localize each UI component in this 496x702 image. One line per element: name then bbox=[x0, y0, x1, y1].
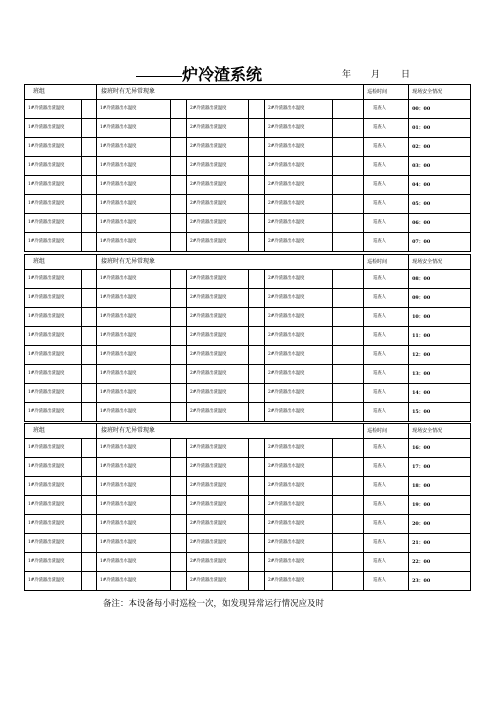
item1-value[interactable] bbox=[82, 458, 97, 477]
inspector-label: 巡查人 bbox=[364, 119, 409, 138]
item2-value[interactable] bbox=[171, 270, 187, 289]
item3-value[interactable] bbox=[249, 477, 265, 496]
item1-label: 1#冷渣器出渣温度 bbox=[25, 534, 82, 553]
inspection-time: 22：00 bbox=[409, 553, 471, 572]
item1-value[interactable] bbox=[82, 439, 97, 458]
inspector-label: 巡查人 bbox=[364, 458, 409, 477]
item3-value[interactable] bbox=[249, 553, 265, 572]
item3-label: 2#冷渣器出渣温度 bbox=[187, 270, 249, 289]
crew-label: 班组 bbox=[25, 424, 97, 439]
inspector-label: 巡查人 bbox=[364, 270, 409, 289]
inspection-time: 06：00 bbox=[409, 214, 471, 233]
inspection-table bbox=[24, 84, 471, 252]
item4-value[interactable] bbox=[333, 214, 364, 233]
item4-value[interactable] bbox=[333, 157, 364, 176]
item1-label: 1#冷渣器出渣温度 bbox=[25, 384, 82, 403]
inspection-time: 04：00 bbox=[409, 176, 471, 195]
item2-label: 1#冷渣器出水温度 bbox=[97, 346, 171, 365]
table-row bbox=[25, 553, 471, 572]
item2-value[interactable] bbox=[171, 384, 187, 403]
item2-value[interactable] bbox=[171, 346, 187, 365]
item1-label: 1#冷渣器出渣温度 bbox=[25, 233, 82, 252]
item2-label: 1#冷渣器出水温度 bbox=[97, 195, 171, 214]
item2-label: 1#冷渣器出水温度 bbox=[97, 365, 171, 384]
date-month-label: 月 bbox=[371, 70, 381, 80]
inspection-time: 18：00 bbox=[409, 477, 471, 496]
item2-value[interactable] bbox=[171, 572, 187, 591]
table-row bbox=[25, 496, 471, 515]
item2-label: 1#冷渣器出水温度 bbox=[97, 477, 171, 496]
item1-value[interactable] bbox=[82, 195, 97, 214]
item3-value[interactable] bbox=[249, 496, 265, 515]
item3-value[interactable] bbox=[249, 439, 265, 458]
table-row bbox=[25, 195, 471, 214]
item1-label: 1#冷渣器出渣温度 bbox=[25, 138, 82, 157]
item3-label: 2#冷渣器出渣温度 bbox=[187, 365, 249, 384]
item4-label: 2#冷渣器出水温度 bbox=[265, 214, 333, 233]
item4-label: 2#冷渣器出水温度 bbox=[265, 100, 333, 119]
table-row bbox=[25, 270, 471, 289]
item2-label: 1#冷渣器出水温度 bbox=[97, 534, 171, 553]
item3-label: 2#冷渣器出渣温度 bbox=[187, 195, 249, 214]
item2-value[interactable] bbox=[171, 100, 187, 119]
item4-label: 2#冷渣器出水温度 bbox=[265, 327, 333, 346]
table-row bbox=[25, 157, 471, 176]
item2-value[interactable] bbox=[171, 176, 187, 195]
item3-value[interactable] bbox=[249, 572, 265, 591]
item1-label: 1#冷渣器出渣温度 bbox=[25, 195, 82, 214]
inspection-time: 14：00 bbox=[409, 384, 471, 403]
inspector-label: 巡查人 bbox=[364, 572, 409, 591]
item4-label: 2#冷渣器出水温度 bbox=[265, 553, 333, 572]
item4-label: 2#冷渣器出水温度 bbox=[265, 458, 333, 477]
item3-label: 2#冷渣器出渣温度 bbox=[187, 572, 249, 591]
inspection-section bbox=[24, 254, 470, 422]
item2-label: 1#冷渣器出水温度 bbox=[97, 100, 171, 119]
item3-label: 2#冷渣器出渣温度 bbox=[187, 534, 249, 553]
item1-value[interactable] bbox=[82, 289, 97, 308]
inspection-time-label: 巡检时间 bbox=[364, 255, 409, 270]
item1-label: 1#冷渣器出渣温度 bbox=[25, 496, 82, 515]
inspector-label: 巡查人 bbox=[364, 327, 409, 346]
inspector-label: 巡查人 bbox=[364, 365, 409, 384]
inspection-time: 13：00 bbox=[409, 365, 471, 384]
inspection-time: 02：00 bbox=[409, 138, 471, 157]
section-header-row bbox=[25, 424, 471, 439]
item3-label: 2#冷渣器出渣温度 bbox=[187, 553, 249, 572]
item2-label: 1#冷渣器出水温度 bbox=[97, 327, 171, 346]
inspection-time-label: 巡检时间 bbox=[364, 424, 409, 439]
item3-label: 2#冷渣器出渣温度 bbox=[187, 157, 249, 176]
item4-label: 2#冷渣器出水温度 bbox=[265, 176, 333, 195]
item3-value[interactable] bbox=[249, 270, 265, 289]
date-day-label: 日 bbox=[401, 70, 411, 80]
inspection-table bbox=[24, 254, 471, 422]
item3-value[interactable] bbox=[249, 327, 265, 346]
item4-label: 2#冷渣器出水温度 bbox=[265, 439, 333, 458]
item1-value[interactable] bbox=[82, 270, 97, 289]
inspection-section bbox=[24, 423, 470, 591]
item2-label: 1#冷渣器出水温度 bbox=[97, 270, 171, 289]
item1-value[interactable] bbox=[82, 572, 97, 591]
inspection-time: 15：00 bbox=[409, 403, 471, 422]
item4-value[interactable] bbox=[333, 496, 364, 515]
item3-value[interactable] bbox=[249, 176, 265, 195]
item3-value[interactable] bbox=[249, 100, 265, 119]
item3-value[interactable] bbox=[249, 214, 265, 233]
inspector-label: 巡查人 bbox=[364, 403, 409, 422]
item4-value[interactable] bbox=[333, 119, 364, 138]
item1-value[interactable] bbox=[82, 365, 97, 384]
inspector-label: 巡查人 bbox=[364, 176, 409, 195]
item2-label: 1#冷渣器出水温度 bbox=[97, 214, 171, 233]
item4-label: 2#冷渣器出水温度 bbox=[265, 308, 333, 327]
item4-label: 2#冷渣器出水温度 bbox=[265, 195, 333, 214]
item2-value[interactable] bbox=[171, 365, 187, 384]
item4-label: 2#冷渣器出水温度 bbox=[265, 403, 333, 422]
handover-label: 接班时有无异常现象 bbox=[97, 424, 364, 439]
item4-value[interactable] bbox=[333, 439, 364, 458]
item1-value[interactable] bbox=[82, 403, 97, 422]
crew-label: 班组 bbox=[25, 255, 97, 270]
inspection-time: 09：00 bbox=[409, 289, 471, 308]
item4-label: 2#冷渣器出水温度 bbox=[265, 119, 333, 138]
inspector-label: 巡查人 bbox=[364, 384, 409, 403]
section-header-row bbox=[25, 255, 471, 270]
item1-value[interactable] bbox=[82, 157, 97, 176]
table-row bbox=[25, 515, 471, 534]
item1-label: 1#冷渣器出渣温度 bbox=[25, 308, 82, 327]
item4-value[interactable] bbox=[333, 308, 364, 327]
item1-value[interactable] bbox=[82, 327, 97, 346]
inspector-label: 巡查人 bbox=[364, 439, 409, 458]
item4-value[interactable] bbox=[333, 384, 364, 403]
inspection-time: 07：00 bbox=[409, 233, 471, 252]
item1-value[interactable] bbox=[82, 384, 97, 403]
item4-value[interactable] bbox=[333, 233, 364, 252]
item3-value[interactable] bbox=[249, 195, 265, 214]
date-year-label: 年 bbox=[342, 70, 352, 80]
inspection-time: 03：00 bbox=[409, 157, 471, 176]
inspection-time: 11：00 bbox=[409, 327, 471, 346]
item2-value[interactable] bbox=[171, 119, 187, 138]
item2-label: 1#冷渣器出水温度 bbox=[97, 496, 171, 515]
inspector-label: 巡查人 bbox=[364, 157, 409, 176]
item4-value[interactable] bbox=[333, 572, 364, 591]
item4-label: 2#冷渣器出水温度 bbox=[265, 289, 333, 308]
table-row bbox=[25, 534, 471, 553]
item4-value[interactable] bbox=[333, 553, 364, 572]
item3-value[interactable] bbox=[249, 384, 265, 403]
inspector-label: 巡查人 bbox=[364, 138, 409, 157]
item4-value[interactable] bbox=[333, 270, 364, 289]
item3-label: 2#冷渣器出渣温度 bbox=[187, 100, 249, 119]
inspector-label: 巡查人 bbox=[364, 496, 409, 515]
item3-label: 2#冷渣器出渣温度 bbox=[187, 214, 249, 233]
table-row bbox=[25, 384, 471, 403]
item1-value[interactable] bbox=[82, 308, 97, 327]
item1-value[interactable] bbox=[82, 176, 97, 195]
item3-value[interactable] bbox=[249, 365, 265, 384]
item2-value[interactable] bbox=[171, 195, 187, 214]
item3-label: 2#冷渣器出渣温度 bbox=[187, 233, 249, 252]
table-row bbox=[25, 365, 471, 384]
inspection-time: 05：00 bbox=[409, 195, 471, 214]
item3-value[interactable] bbox=[249, 157, 265, 176]
item3-label: 2#冷渣器出渣温度 bbox=[187, 458, 249, 477]
table-row bbox=[25, 119, 471, 138]
safety-label: 现场安全情况 bbox=[409, 85, 471, 100]
item3-value[interactable] bbox=[249, 138, 265, 157]
item4-label: 2#冷渣器出水温度 bbox=[265, 384, 333, 403]
crew-label: 班组 bbox=[25, 85, 97, 100]
table-row bbox=[25, 289, 471, 308]
item2-value[interactable] bbox=[171, 308, 187, 327]
item1-label: 1#冷渣器出渣温度 bbox=[25, 270, 82, 289]
item1-label: 1#冷渣器出渣温度 bbox=[25, 477, 82, 496]
item2-label: 1#冷渣器出水温度 bbox=[97, 515, 171, 534]
item1-value[interactable] bbox=[82, 496, 97, 515]
handover-label: 接班时有无异常现象 bbox=[97, 85, 364, 100]
item1-label: 1#冷渣器出渣温度 bbox=[25, 458, 82, 477]
table-row bbox=[25, 138, 471, 157]
inspection-section bbox=[24, 84, 470, 252]
item2-label: 1#冷渣器出水温度 bbox=[97, 138, 171, 157]
item2-label: 1#冷渣器出水温度 bbox=[97, 289, 171, 308]
table-row bbox=[25, 403, 471, 422]
inspector-label: 巡查人 bbox=[364, 553, 409, 572]
item2-value[interactable] bbox=[171, 327, 187, 346]
inspection-time: 01：00 bbox=[409, 119, 471, 138]
table-row bbox=[25, 439, 471, 458]
item4-value[interactable] bbox=[333, 346, 364, 365]
page-title: 炉冷渣系统 bbox=[182, 65, 263, 84]
item3-value[interactable] bbox=[249, 458, 265, 477]
item1-value[interactable] bbox=[82, 119, 97, 138]
item3-label: 2#冷渣器出渣温度 bbox=[187, 176, 249, 195]
item4-label: 2#冷渣器出水温度 bbox=[265, 157, 333, 176]
item1-value[interactable] bbox=[82, 553, 97, 572]
item2-value[interactable] bbox=[171, 403, 187, 422]
safety-label: 现场安全情况 bbox=[409, 424, 471, 439]
item3-label: 2#冷渣器出渣温度 bbox=[187, 346, 249, 365]
item4-value[interactable] bbox=[333, 515, 364, 534]
item3-label: 2#冷渣器出渣温度 bbox=[187, 308, 249, 327]
table-row bbox=[25, 477, 471, 496]
item2-value[interactable] bbox=[171, 157, 187, 176]
item3-label: 2#冷渣器出渣温度 bbox=[187, 496, 249, 515]
item2-value[interactable] bbox=[171, 233, 187, 252]
inspection-time: 17：00 bbox=[409, 458, 471, 477]
item1-value[interactable] bbox=[82, 515, 97, 534]
item1-label: 1#冷渣器出渣温度 bbox=[25, 289, 82, 308]
item1-label: 1#冷渣器出渣温度 bbox=[25, 346, 82, 365]
table-row bbox=[25, 572, 471, 591]
inspection-time: 19：00 bbox=[409, 496, 471, 515]
item4-label: 2#冷渣器出水温度 bbox=[265, 346, 333, 365]
item2-label: 1#冷渣器出水温度 bbox=[97, 119, 171, 138]
item1-value[interactable] bbox=[82, 100, 97, 119]
inspector-label: 巡查人 bbox=[364, 308, 409, 327]
item4-label: 2#冷渣器出水温度 bbox=[265, 515, 333, 534]
inspection-time: 12：00 bbox=[409, 346, 471, 365]
item4-label: 2#冷渣器出水温度 bbox=[265, 138, 333, 157]
inspection-time: 23：00 bbox=[409, 572, 471, 591]
inspection-time-label: 巡检时间 bbox=[364, 85, 409, 100]
item2-label: 1#冷渣器出水温度 bbox=[97, 176, 171, 195]
item2-value[interactable] bbox=[171, 138, 187, 157]
section-header-row bbox=[25, 85, 471, 100]
table-row bbox=[25, 327, 471, 346]
item4-value[interactable] bbox=[333, 365, 364, 384]
inspector-label: 巡查人 bbox=[364, 534, 409, 553]
item4-label: 2#冷渣器出水温度 bbox=[265, 534, 333, 553]
item4-value[interactable] bbox=[333, 100, 364, 119]
item2-label: 1#冷渣器出水温度 bbox=[97, 439, 171, 458]
item4-label: 2#冷渣器出水温度 bbox=[265, 270, 333, 289]
inspection-time: 16：00 bbox=[409, 439, 471, 458]
item4-value[interactable] bbox=[333, 477, 364, 496]
item2-label: 1#冷渣器出水温度 bbox=[97, 233, 171, 252]
item2-label: 1#冷渣器出水温度 bbox=[97, 458, 171, 477]
item2-label: 1#冷渣器出水温度 bbox=[97, 157, 171, 176]
inspector-label: 巡查人 bbox=[364, 346, 409, 365]
item4-label: 2#冷渣器出水温度 bbox=[265, 477, 333, 496]
item2-value[interactable] bbox=[171, 458, 187, 477]
item3-value[interactable] bbox=[249, 534, 265, 553]
item2-value[interactable] bbox=[171, 553, 187, 572]
table-row bbox=[25, 214, 471, 233]
item1-label: 1#冷渣器出渣温度 bbox=[25, 327, 82, 346]
item4-value[interactable] bbox=[333, 458, 364, 477]
item3-label: 2#冷渣器出渣温度 bbox=[187, 439, 249, 458]
title-blank-line bbox=[136, 76, 182, 77]
safety-label: 现场安全情况 bbox=[409, 255, 471, 270]
item3-value[interactable] bbox=[249, 346, 265, 365]
item1-value[interactable] bbox=[82, 138, 97, 157]
item1-label: 1#冷渣器出渣温度 bbox=[25, 157, 82, 176]
inspector-label: 巡查人 bbox=[364, 477, 409, 496]
item1-label: 1#冷渣器出渣温度 bbox=[25, 553, 82, 572]
inspection-time: 08：00 bbox=[409, 270, 471, 289]
inspection-table bbox=[24, 423, 471, 591]
item4-label: 2#冷渣器出水温度 bbox=[265, 233, 333, 252]
item3-value[interactable] bbox=[249, 233, 265, 252]
item2-label: 1#冷渣器出水温度 bbox=[97, 384, 171, 403]
inspector-label: 巡查人 bbox=[364, 195, 409, 214]
inspection-time: 20：00 bbox=[409, 515, 471, 534]
item3-label: 2#冷渣器出渣温度 bbox=[187, 515, 249, 534]
table-row bbox=[25, 346, 471, 365]
item4-value[interactable] bbox=[333, 195, 364, 214]
inspection-time: 10：00 bbox=[409, 308, 471, 327]
item1-label: 1#冷渣器出渣温度 bbox=[25, 214, 82, 233]
item4-value[interactable] bbox=[333, 534, 364, 553]
item1-label: 1#冷渣器出渣温度 bbox=[25, 119, 82, 138]
item1-value[interactable] bbox=[82, 214, 97, 233]
item3-label: 2#冷渣器出渣温度 bbox=[187, 289, 249, 308]
item1-value[interactable] bbox=[82, 534, 97, 553]
handover-label: 接班时有无异常现象 bbox=[97, 255, 364, 270]
item1-value[interactable] bbox=[82, 346, 97, 365]
item3-value[interactable] bbox=[249, 308, 265, 327]
item3-value[interactable] bbox=[249, 515, 265, 534]
item1-label: 1#冷渣器出渣温度 bbox=[25, 439, 82, 458]
footer-remark: 备注：本设备每小时巡检一次，如发现异常运行情况应及时 bbox=[103, 599, 325, 609]
table-row bbox=[25, 100, 471, 119]
item2-value[interactable] bbox=[171, 439, 187, 458]
item3-label: 2#冷渣器出渣温度 bbox=[187, 477, 249, 496]
item2-value[interactable] bbox=[171, 289, 187, 308]
table-row bbox=[25, 308, 471, 327]
item2-label: 1#冷渣器出水温度 bbox=[97, 553, 171, 572]
item4-value[interactable] bbox=[333, 327, 364, 346]
item2-value[interactable] bbox=[171, 477, 187, 496]
item4-value[interactable] bbox=[333, 176, 364, 195]
item1-label: 1#冷渣器出渣温度 bbox=[25, 515, 82, 534]
item4-label: 2#冷渣器出水温度 bbox=[265, 365, 333, 384]
item3-value[interactable] bbox=[249, 403, 265, 422]
table-row bbox=[25, 233, 471, 252]
inspector-label: 巡查人 bbox=[364, 233, 409, 252]
item3-label: 2#冷渣器出渣温度 bbox=[187, 119, 249, 138]
inspection-time: 00：00 bbox=[409, 100, 471, 119]
item2-label: 1#冷渣器出水温度 bbox=[97, 403, 171, 422]
inspector-label: 巡查人 bbox=[364, 100, 409, 119]
title-row bbox=[0, 62, 496, 84]
item2-label: 1#冷渣器出水温度 bbox=[97, 572, 171, 591]
item4-value[interactable] bbox=[333, 403, 364, 422]
item3-label: 2#冷渣器出渣温度 bbox=[187, 384, 249, 403]
item1-label: 1#冷渣器出渣温度 bbox=[25, 176, 82, 195]
item3-label: 2#冷渣器出渣温度 bbox=[187, 138, 249, 157]
item2-value[interactable] bbox=[171, 534, 187, 553]
item2-value[interactable] bbox=[171, 496, 187, 515]
item3-label: 2#冷渣器出渣温度 bbox=[187, 403, 249, 422]
table-row bbox=[25, 458, 471, 477]
item1-label: 1#冷渣器出渣温度 bbox=[25, 365, 82, 384]
item3-value[interactable] bbox=[249, 119, 265, 138]
inspector-label: 巡查人 bbox=[364, 214, 409, 233]
item2-value[interactable] bbox=[171, 214, 187, 233]
inspector-label: 巡查人 bbox=[364, 289, 409, 308]
item1-label: 1#冷渣器出渣温度 bbox=[25, 572, 82, 591]
item4-label: 2#冷渣器出水温度 bbox=[265, 572, 333, 591]
table-row bbox=[25, 176, 471, 195]
item4-value[interactable] bbox=[333, 138, 364, 157]
item2-value[interactable] bbox=[171, 515, 187, 534]
item3-label: 2#冷渣器出渣温度 bbox=[187, 327, 249, 346]
item1-value[interactable] bbox=[82, 477, 97, 496]
item1-label: 1#冷渣器出渣温度 bbox=[25, 100, 82, 119]
item3-value[interactable] bbox=[249, 289, 265, 308]
item4-value[interactable] bbox=[333, 289, 364, 308]
item2-label: 1#冷渣器出水温度 bbox=[97, 308, 171, 327]
item4-label: 2#冷渣器出水温度 bbox=[265, 496, 333, 515]
item1-label: 1#冷渣器出渣温度 bbox=[25, 403, 82, 422]
item1-value[interactable] bbox=[82, 233, 97, 252]
inspection-time: 21：00 bbox=[409, 534, 471, 553]
inspector-label: 巡查人 bbox=[364, 515, 409, 534]
